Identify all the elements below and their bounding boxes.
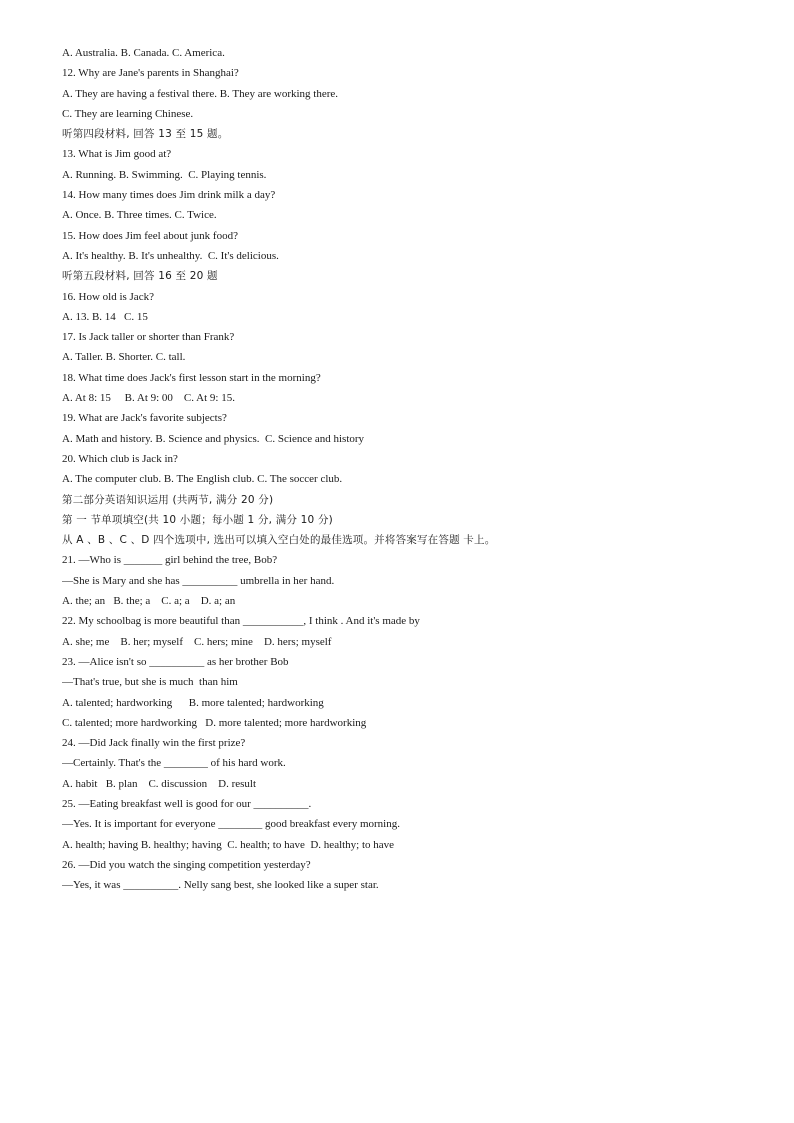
question-17-options: A. Taller. B. Shorter. C. tall. <box>62 351 186 364</box>
question-14: 14. How many times does Jim drink milk a day? <box>62 189 276 202</box>
question-20-options: A. The computer club. B. The English club. C. The soccer club. <box>62 473 343 486</box>
exam-text-body <box>62 43 762 895</box>
question-16: 16. How old is Jack? <box>62 290 154 303</box>
question-12-options-a-b: A. They are having a festival there. B. They are working there. <box>62 87 339 100</box>
question-16-options: A. 13. B. 14 C. 15 <box>62 310 148 323</box>
text-line: A. Australia. B. Canada. C. America. <box>62 47 225 59</box>
question-26: 26. —Did you watch the singing competition yesterday? <box>62 858 311 871</box>
question-19: 19. What are Jack's favorite subjects? <box>62 412 227 425</box>
question-21-reply: —She is Mary and she has __________ umbrella in her hand. <box>62 574 335 587</box>
section-one-heading: 第 一 节单项填空(共 10 小题；每小题 1 分, 满分 10 分) <box>62 513 333 526</box>
question-23-options-c-d: C. talented; more hardworking D. more talented; more hardworking <box>62 716 367 729</box>
question-25-reply: —Yes. It is important for everyone ________ good breakfast every morning. <box>62 818 400 831</box>
question-21-options: A. the; an B. the; a C. a; a D. a; an <box>62 595 236 608</box>
question-14-options: A. Once. B. Three times. C. Twice. <box>62 209 217 222</box>
section-instruction-part5: 听第五段材料, 回答 16 至 20 题 <box>62 270 218 283</box>
question-18: 18. What time does Jack's first lesson start in the morning? <box>62 371 321 384</box>
part-two-heading: 第二部分英语知识运用 (共两节, 满分 20 分) <box>62 493 274 506</box>
question-13-options: A. Running. B. Swimming. C. Playing tennis. <box>62 168 267 181</box>
question-23: 23. —Alice isn't so __________ as her brother Bob <box>62 655 289 668</box>
question-21: 21. —Who is _______ girl behind the tree, Bob? <box>62 554 278 567</box>
question-13: 13. What is Jim good at? <box>62 148 172 161</box>
question-24-reply: —Certainly. That's the ________ of his hard work. <box>62 757 286 770</box>
question-25: 25. —Eating breakfast well is good for our __________. <box>62 797 312 810</box>
section-instruction-part4: 听第四段材料, 回答 13 至 15 题。 <box>62 128 229 141</box>
section-one-instruction: 从 A 、B 、C 、D 四个选项中, 选出可以填入空白处的最佳选项。并将答案写在答题 卡上。 <box>62 534 496 547</box>
question-24: 24. —Did Jack finally win the first prize? <box>62 737 246 750</box>
question-23-reply: —That's true, but she is much than him <box>62 676 238 689</box>
question-15: 15. How does Jim feel about junk food? <box>62 229 238 242</box>
question-15-options: A. It's healthy. B. It's unhealthy. C. It's delicious. <box>62 249 279 262</box>
question-17: 17. Is Jack taller or shorter than Frank? <box>62 331 235 344</box>
question-25-options: A. health; having B. healthy; having C. health; to have D. healthy; to have <box>62 838 395 851</box>
question-20: 20. Which club is Jack in? <box>62 452 178 465</box>
question-18-options: A. At 8: 15 B. At 9: 00 C. At 9: 15. <box>62 392 235 405</box>
question-22: 22. My schoolbag is more beautiful than ___________, I think . And it's made by <box>62 615 420 628</box>
question-12: 12. Why are Jane's parents in Shanghai? <box>62 67 239 80</box>
question-12-option-c: C. They are learning Chinese. <box>62 107 194 120</box>
question-19-options: A. Math and history. B. Science and physics. C. Science and history <box>62 432 365 445</box>
question-22-options: A. she; me B. her; myself C. hers; mine D. hers; myself <box>62 635 332 648</box>
question-23-options-a-b: A. talented; hardworking B. more talented; hardworking <box>62 696 324 709</box>
question-26-reply: —Yes, it was __________. Nelly sang best, she looked like a super star. <box>62 879 379 892</box>
question-24-options: A. habit B. plan C. discussion D. result <box>62 777 257 790</box>
